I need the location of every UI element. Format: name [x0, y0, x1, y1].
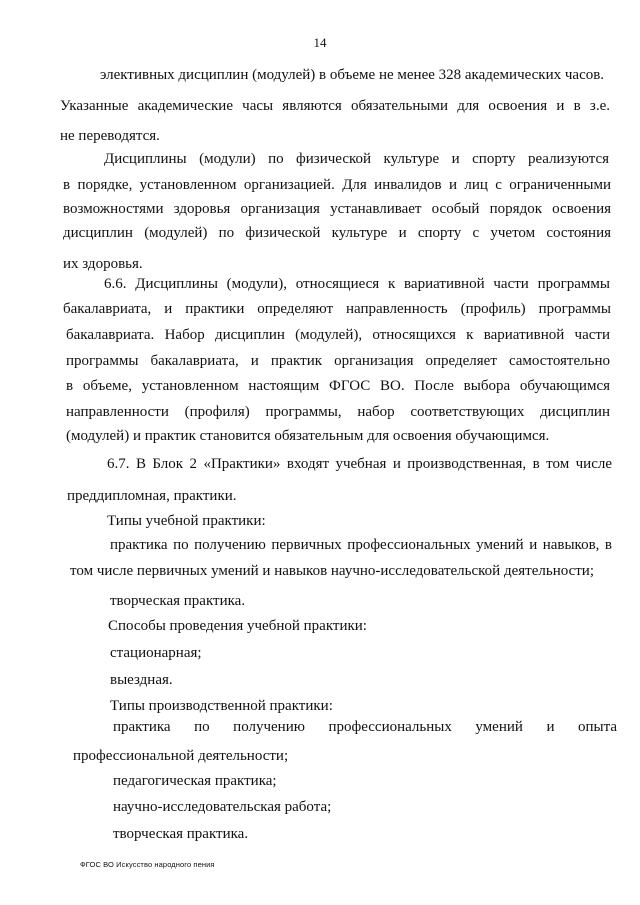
text-line: Указанные академические часы являются обязательными для освоения и в з.е. — [60, 98, 610, 114]
text-line: научно-исследовательская работа; — [113, 799, 332, 815]
text-line: практика по получению профессиональных умений и опыта — [113, 719, 617, 735]
text-line: элективных дисциплин (модулей) в объеме не менее 328 академических часов. — [100, 67, 605, 83]
text-line: бакалавриата, и практики определяют направленность (профиль) программы — [63, 301, 611, 317]
text-line: дисциплин (модулей) по физической культуре и спорту с учетом состояния — [63, 225, 611, 241]
text-line: педагогическая практика; — [113, 773, 277, 789]
text-line: выездная. — [110, 672, 173, 688]
text-line: творческая практика. — [110, 593, 246, 609]
text-line: стационарная; — [110, 645, 202, 661]
text-line: том числе первичных умений и навыков научно-исследовательской деятельности; — [70, 563, 594, 579]
text-line: возможностями здоровья организация устанавливает особый порядок освоения — [63, 201, 611, 217]
page-number: 14 — [313, 35, 327, 50]
text-line: (модулей) и практик становится обязательным для освоения обучающимся. — [66, 428, 550, 444]
text-line: в объеме, установленном настоящим ФГОС ВО. После выбора обучающимся — [66, 378, 610, 394]
text-line: Способы проведения учебной практики: — [108, 618, 367, 634]
text-line: творческая практика. — [113, 826, 249, 842]
text-line: практика по получению первичных профессиональных умений и навыков, в — [110, 537, 612, 553]
footer-text: ФГОС ВО Искусство народного пения — [80, 860, 215, 869]
text-line: направленности (профиля) программы, набор соответствующих дисциплин — [66, 404, 610, 420]
text-line: Типы учебной практики: — [107, 513, 266, 529]
text-line: не переводятся. — [60, 128, 160, 144]
text-line: 6.7. В Блок 2 «Практики» входят учебная и производственная, в том числе — [107, 456, 612, 472]
text-line: Дисциплины (модули) по физической культуре и спорту реализуются — [104, 151, 609, 167]
text-line: программы бакалавриата, и практик организация определяет самостоятельно — [66, 353, 610, 369]
text-line: бакалавриата. Набор дисциплин (модулей), относящихся к вариативной части — [66, 327, 610, 343]
text-line: 6.6. Дисциплины (модули), относящиеся к вариативной части программы — [104, 276, 610, 292]
text-line: профессиональной деятельности; — [73, 748, 289, 764]
text-line: преддипломная, практики. — [67, 488, 237, 504]
text-line: в порядке, установленном организацией. Для инвалидов и лиц с ограниченными — [63, 177, 611, 193]
text-line: их здоровья. — [63, 256, 143, 272]
text-line: Типы производственной практики: — [110, 698, 333, 714]
